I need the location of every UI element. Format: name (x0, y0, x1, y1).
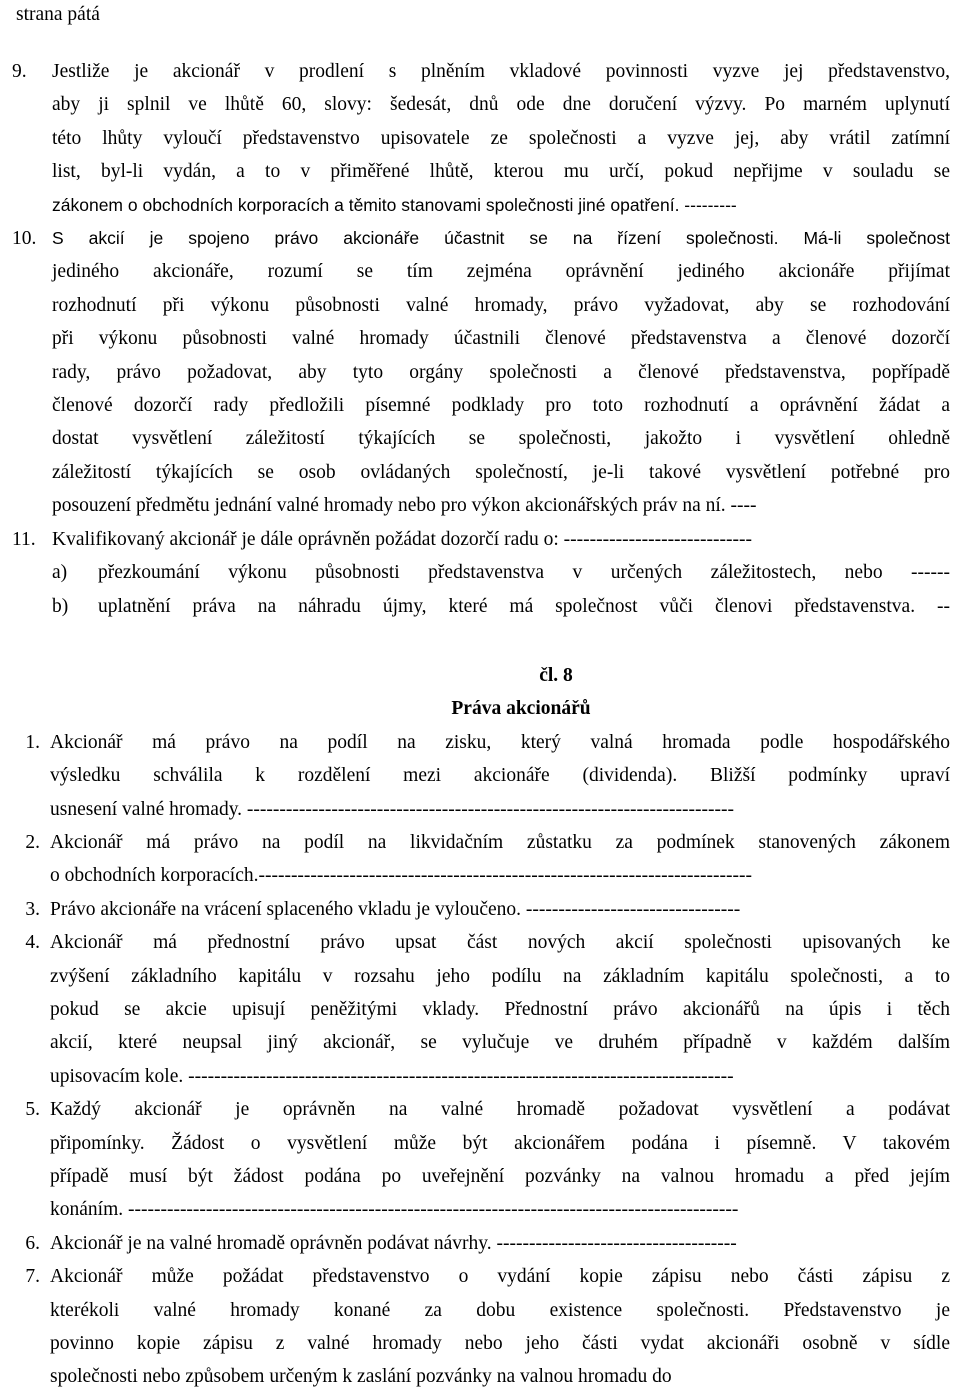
text-line: společnosti nebo způsobem určeným k zaslání pozvánky na valnou hromadu do (50, 1366, 672, 1388)
text-line: kterékoli valné hromady konané za dobu existence společnosti. Představenstvo je (50, 1299, 950, 1321)
sub-items (12, 556, 950, 623)
item-text (50, 1093, 950, 1227)
text-line: posouzení předmětu jednání valné hromady nebo pro výkon akcionářských práv na ní. ---- (52, 495, 757, 517)
item-number: 5. (25, 1099, 40, 1121)
text-line: usnesení valné hromady. --------------------------------------------------------------------------- (50, 798, 734, 820)
item-text (50, 893, 950, 926)
article-8-items (12, 726, 950, 1394)
list-item (12, 523, 950, 556)
text-line: Akcionář má právo na podíl na likvidačním zůstatku za podmínek stanovených zákonem (50, 831, 950, 853)
text-line: pokud se akcie upisují peněžitými vklady. Přednostní právo akcionářů na úpis i těch (50, 998, 950, 1020)
item-number: 4. (25, 932, 40, 954)
article-number: čl. 8 (539, 664, 573, 686)
text-line: Jestliže je akcionář v prodlení s plněním vkladové povinnosti vyzve jej představenstvo, (52, 61, 950, 82)
text-line: připomínky. Žádost o vysvětlení může být akcionářem podána i písemně. V takovém (50, 1132, 950, 1154)
list-item (12, 1260, 950, 1394)
text-line: dostat vysvětlení záležitostí týkajících se společnosti, jakožto i vysvětlení ohledně (52, 428, 950, 450)
item-text (52, 55, 950, 222)
text-line: Akcionář má právo na podíl na zisku, který valná hromada podle hospodářského (50, 731, 950, 753)
item-number: 11. (12, 528, 36, 550)
item-number: 9. (12, 61, 27, 82)
item-number: 3. (25, 898, 40, 920)
article-7-items (12, 55, 950, 556)
text-line: této lhůty vyloučí představenstvo upisovatele ze společnosti a vyzve jej, aby vrátil zatímní (52, 127, 950, 149)
item-number: 6. (25, 1232, 40, 1254)
item-text (50, 926, 950, 1093)
text-line: zvýšení základního kapitálu v rozsahu jeho podílu na základním kapitálu společnosti, a to (50, 965, 950, 987)
item-number: 2. (25, 831, 40, 853)
text-line: výsledku schválila k rozdělení mezi akcionáře (dividenda). Bližší podmínky upraví (50, 765, 950, 787)
item-text (50, 1260, 950, 1394)
text-line: S akcií je spojeno právo akcionáře účastnit se na řízení společnosti. Má-li společnost (52, 228, 950, 249)
text-line: Kvalifikovaný akcionář je dále oprávněn požádat dozorčí radu o: ----------------------------- (52, 528, 752, 550)
text-line: list, byl-li vydán, a to v přiměřené lhůtě, kterou mu určí, pokud nepřijme v souladu se (52, 161, 950, 183)
item-number: 1. (25, 731, 40, 753)
text-line: případě musí být žádost podána po uveřejnění pozvánky na valnou hromadu a před jejím (50, 1166, 950, 1187)
item-text (50, 1227, 950, 1260)
text-line: povinno kopie zápisu z valné hromady nebo jeho části vydat akcionáři osobně v sídle (50, 1333, 950, 1355)
text-line: při výkonu působnosti valné hromady účastnili členové představenstva a členové dozorčí (52, 328, 950, 350)
text-line: členové dozorčí rady předložili písemné podklady pro toto rozhodnutí a oprávnění žádat a (52, 395, 950, 417)
text-line: rady, právo požadovat, aby tyto orgány společnosti a členové představenstva, popřípadě (52, 361, 950, 383)
item-text (52, 222, 950, 523)
sub-item-text: přezkoumání výkonu působnosti představenstva v určených záležitostech, nebo ------ (98, 562, 950, 584)
text-line: Právo akcionáře na vrácení splaceného vkladu je vyloučeno. --------------------------------- (50, 898, 741, 920)
sub-item-letter: b) (52, 595, 69, 617)
text-line: jediného akcionáře, rozumí se tím zejména oprávnění jediného akcionáře přijímat (52, 261, 950, 283)
text-line: konáním. ---------------------------------------------------------------------------------------------- (50, 1199, 739, 1221)
text-line: Akcionář je na valné hromadě oprávněn podávat návrhy. ------------------------------------- (50, 1232, 737, 1254)
text-line: Akcionář má přednostní právo upsat část nových akcií společnosti upisovaných ke (50, 932, 950, 954)
sub-item (52, 590, 950, 623)
list-item (12, 726, 950, 826)
sub-item-letter: a) (52, 562, 68, 584)
list-item (12, 1227, 950, 1260)
text-line: akcií, které neupsal jiný akcionář, se vylučuje ve druhém případně v každém dalším (50, 1032, 950, 1054)
item-text (52, 523, 950, 556)
text-line: aby ji splnil ve lhůtě 60, slovy: šedesát, dnů ode dne doručení výzvy. Po marném uplynutí (52, 94, 950, 116)
list-item (12, 926, 950, 1093)
list-item (12, 826, 950, 893)
article-title: Práva akcionářů (451, 698, 591, 720)
item-number: 7. (25, 1266, 40, 1288)
text-line: o obchodních korporacích.---------------------------------------------------------------------------- (50, 865, 752, 887)
list-item (12, 1093, 950, 1227)
item-text (50, 726, 950, 826)
list-item (12, 222, 950, 523)
sub-item (52, 556, 950, 589)
list-item (12, 893, 950, 926)
text-line: záležitostí týkajících se osob ovládaných společností, je-li takové vysvětlení potřebné pro (52, 461, 950, 483)
sub-item-text: uplatnění práva na náhradu újmy, které má společnost vůči členovi představenstva. -- (98, 595, 950, 617)
item-number: 10. (12, 228, 37, 250)
item-text (50, 826, 950, 893)
text-line: upisovacím kole. ------------------------------------------------------------------------------------ (50, 1065, 734, 1087)
text-line: rozhodnutí při výkonu působnosti valné hromady, právo vyžadovat, aby se rozhodování (52, 294, 950, 316)
list-item (12, 55, 950, 222)
text-line: zákonem o obchodních korporacích a těmito stanovami společnosti jiné opatření. --------- (52, 194, 737, 215)
text-line: Každý akcionář je oprávněn na valné hromadě požadovat vysvětlení a podávat (50, 1099, 950, 1121)
text-line: Akcionář může požádat představenstvo o vydání kopie zápisu nebo části zápisu z (50, 1266, 950, 1288)
page-label: strana pátá (16, 4, 100, 25)
